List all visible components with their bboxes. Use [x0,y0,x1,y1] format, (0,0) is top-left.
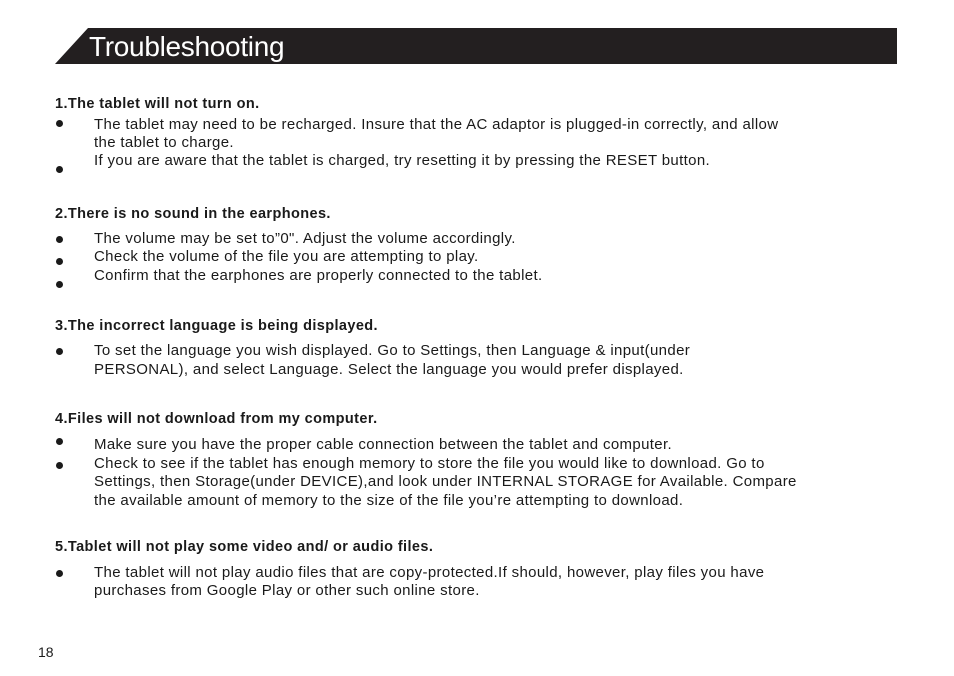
bullet-text: purchases from Google Play or other such online store. [94,582,480,599]
bullet-text: Make sure you have the proper cable connection between the tablet and computer. [94,436,673,453]
bullet-icon [56,236,63,243]
bullet-icon [56,258,63,265]
bullet-icon [56,438,63,445]
page-number: 18 [38,644,54,660]
bullet-text: The volume may be set to”0". Adjust the volume accordingly. [94,230,516,247]
bullet-text: PERSONAL), and select Language. Select the language you would prefer displayed. [94,361,684,378]
bullet-text: If you are aware that the tablet is charged, try resetting it by pressing the RESET button. [94,152,711,169]
bullet-icon [56,462,63,469]
bullet-text: The tablet may need to be recharged. Insure that the AC adaptor is plugged-in correctly, and allow [94,116,779,133]
bullet-text: the tablet to charge. [94,134,234,151]
bullet-icon [56,120,63,127]
bullet-icon [56,166,63,173]
bullet-text: Check to see if the tablet has enough memory to store the file you would like to download. Go to [94,455,765,472]
bullet-text: The tablet will not play audio files that are copy-protected.If should, however, play files you have [94,564,765,581]
section-heading: 3.The incorrect language is being displayed. [55,318,378,334]
bullet-icon [56,281,63,288]
section-heading: 5.Tablet will not play some video and/ or audio files. [55,539,434,555]
bullet-text: Confirm that the earphones are properly connected to the tablet. [94,267,543,284]
bullet-icon [56,570,63,577]
page-title: Troubleshooting [89,31,285,62]
section-heading: 4.Files will not download from my computer. [55,411,378,427]
bullet-text: the available amount of memory to the size of the file you’re attempting to download. [94,492,684,509]
bullet-text: To set the language you wish displayed. Go to Settings, then Language & input(under [94,342,691,359]
section-heading: 2.There is no sound in the earphones. [55,206,331,222]
bullet-text: Check the volume of the file you are attempting to play. [94,248,479,265]
bullet-text: Settings, then Storage(under DEVICE),and look under INTERNAL STORAGE for Available. Compare [94,473,797,490]
section-heading: 1.The tablet will not turn on. [55,96,260,112]
bullet-icon [56,348,63,355]
